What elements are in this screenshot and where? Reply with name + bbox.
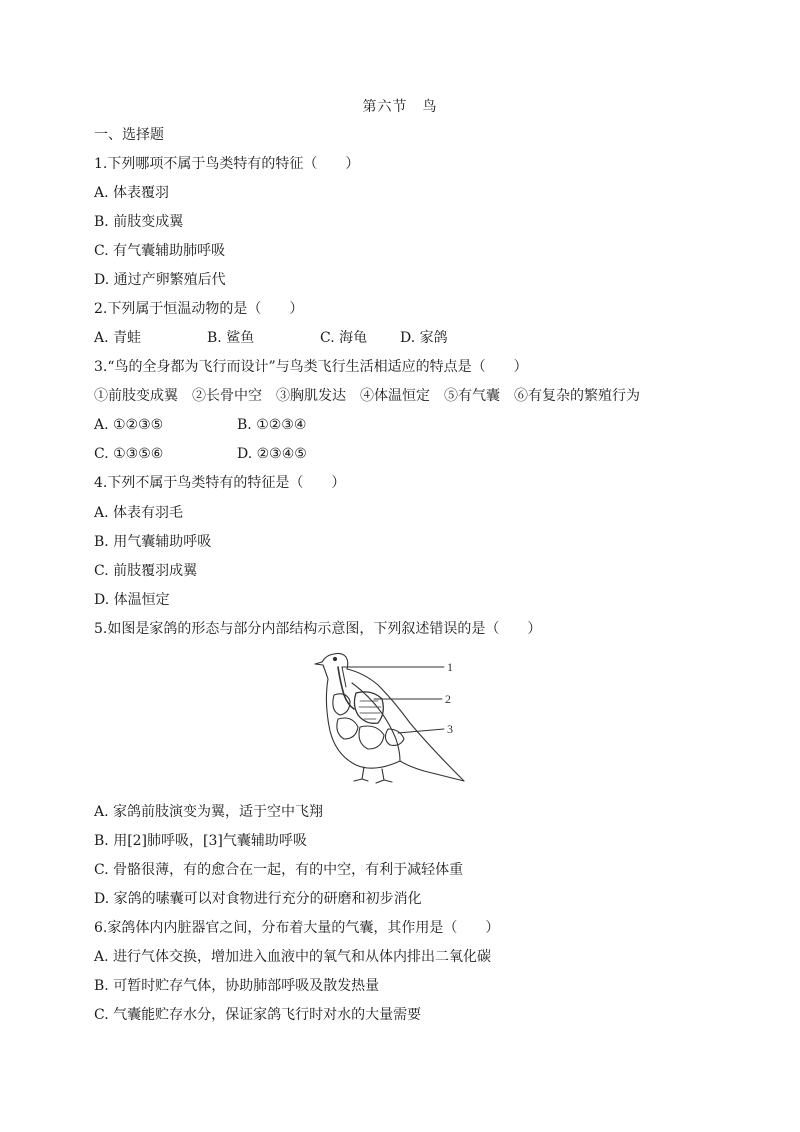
- question-6-stem: 6.家鸽体内内脏器官之间，分布着大量的气囊，其作用是（ ）: [94, 920, 500, 936]
- question-1-option-c: C. 有气囊辅助肺呼吸: [94, 243, 226, 259]
- question-2-option-a: A. 青蛙: [94, 330, 142, 346]
- question-4-option-a: A. 体表有羽毛: [94, 505, 184, 521]
- pigeon-structure-diagram: [312, 643, 472, 791]
- question-2-options: [94, 328, 448, 348]
- question-3-stem: 3.“鸟的全身都为飞行而设计”与鸟类飞行生活相适应的特点是（ ）: [94, 359, 528, 375]
- question-2-option-d: D. 家鸽: [400, 330, 448, 346]
- pigeon-trachea: [338, 667, 354, 709]
- figure-label-1: 1: [447, 660, 453, 674]
- pigeon-air-sac-front: [333, 694, 350, 715]
- page-title: 第六节 鸟: [362, 99, 438, 115]
- question-3-option-a: A. ①②③⑤: [94, 417, 164, 433]
- question-5-option-d: D. 家鸽的嗉囊可以对食物进行充分的研磨和初步消化: [94, 891, 422, 907]
- pigeon-breast-outline: [323, 665, 400, 768]
- question-6-option-c: C. 气囊能贮存水分，保证家鸽飞行时对水的大量需要: [94, 1007, 422, 1023]
- question-1-option-b: B. 前肢变成翼: [94, 214, 184, 230]
- question-2-stem: 2.下列属于恒温动物的是（ ）: [94, 301, 304, 317]
- section-heading: 一、选择题: [94, 127, 164, 143]
- label-3-leader: [398, 729, 444, 733]
- question-3-options-row-2: [94, 444, 307, 464]
- question-3-features: ①前肢变成翼 ②长骨中空 ③胸肌发达 ④体温恒定 ⑤有气囊 ⑥有复杂的繁殖行为: [94, 388, 640, 404]
- pigeon-esophagus: [342, 667, 346, 687]
- pigeon-leg-right: [376, 769, 392, 783]
- question-3-option-c: C. ①③⑤⑥: [94, 446, 164, 462]
- question-1-stem: 1.下列哪项不属于鸟类特有的特征（ ）: [94, 156, 360, 172]
- question-3-option-b: B. ①②③④: [237, 417, 307, 433]
- pigeon-air-sac-rear: [359, 726, 384, 749]
- question-6-option-b: B. 可暂时贮存气体，协助肺部呼吸及散发热量: [94, 978, 380, 994]
- question-4-option-b: B. 用气囊辅助呼吸: [94, 534, 212, 550]
- figure-label-2: 2: [445, 692, 451, 706]
- pigeon-leg-left: [354, 767, 368, 781]
- question-5-option-a: A. 家鸽前肢演变为翼，适于空中飞翔: [94, 804, 324, 820]
- pigeon-lung-ribs: [359, 701, 381, 719]
- pigeon-air-sac-middle: [337, 718, 358, 739]
- question-3-options-row-1: [94, 415, 306, 435]
- question-4-stem: 4.下列不属于鸟类特有的特征是（ ）: [94, 475, 346, 491]
- question-6-option-a: A. 进行气体交换，增加进入血液中的氧气和从体内排出二氧化碳: [94, 949, 492, 965]
- question-3-option-d: D. ②③④⑤: [237, 446, 307, 462]
- question-1-option-a: A. 体表覆羽: [94, 185, 170, 201]
- question-5-option-c: C. 骨骼很薄，有的愈合在一起，有的中空，有利于减轻体重: [94, 862, 464, 878]
- question-5-option-b: B. 用[2]肺呼吸，[3]气囊辅助呼吸: [94, 833, 307, 849]
- question-2-option-c: C. 海龟: [320, 330, 368, 346]
- figure-label-3: 3: [447, 722, 453, 736]
- question-4-option-c: C. 前肢覆羽成翼: [94, 563, 198, 579]
- question-5-stem: 5.如图是家鸽的形态与部分内部结构示意图，下列叙述错误的是（ ）: [94, 621, 542, 637]
- question-4-option-d: D. 体温恒定: [94, 592, 170, 608]
- pigeon-eye: [333, 657, 336, 660]
- pigeon-beak: [315, 662, 323, 665]
- question-2-option-b: B. 鲨鱼: [207, 330, 255, 346]
- question-1-option-d: D. 通过产卵繁殖后代: [94, 272, 226, 288]
